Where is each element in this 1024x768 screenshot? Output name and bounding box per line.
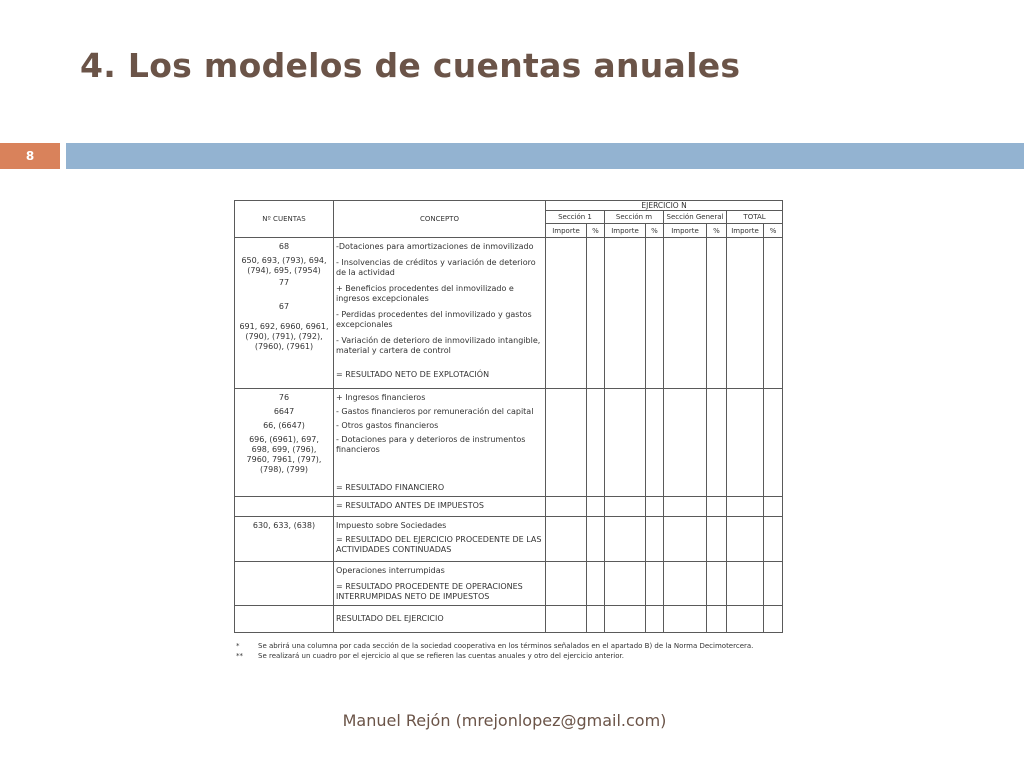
accounts-cell (235, 497, 334, 517)
account-code: 68 (278, 242, 290, 251)
header-percent: % (587, 224, 605, 238)
slide-number: 8 (25, 149, 35, 163)
concepts-cell (334, 606, 546, 633)
concept-line: - Otros gastos financieros (336, 421, 439, 430)
value-cell (587, 517, 605, 562)
table-row-antes-impuestos (235, 497, 783, 517)
concept-line: Impuesto sobre Sociedades (336, 521, 447, 530)
slide-footer: Manuel Rejón (mrejonlopez@gmail.com) (342, 711, 667, 730)
slide-title: 4. Los modelos de cuentas anuales (80, 46, 741, 85)
value-cell (727, 562, 764, 606)
table-row-explotacion (235, 238, 783, 389)
value-cell (727, 238, 764, 389)
concept-line: RESULTADO DEL EJERCICIO (336, 614, 444, 623)
footnote-text: Se abrirá una columna por cada sección de la sociedad cooperativa en los términos señalados en el apartado B) de la Norma Decimotercera. (258, 642, 754, 650)
value-cell (546, 606, 587, 633)
value-cell (707, 517, 727, 562)
concept-line: + Beneficios procedentes del inmovilizado e ingresos excepcionales (336, 284, 514, 303)
header-importe: Importe (546, 224, 587, 238)
value-cell (546, 389, 587, 497)
value-cell (707, 606, 727, 633)
value-cell (605, 389, 646, 497)
value-cell (727, 497, 764, 517)
accounts-cell (235, 606, 334, 633)
value-cell (707, 389, 727, 497)
value-cell (587, 497, 605, 517)
table-row-financiero (235, 389, 783, 497)
account-code: 630, 633, (638) (252, 521, 316, 530)
concept-line: = RESULTADO FINANCIERO (336, 483, 445, 492)
table-row-interrumpidas (235, 562, 783, 606)
concept-line: Operaciones interrumpidas (336, 566, 445, 575)
value-cell (727, 517, 764, 562)
value-cell (727, 389, 764, 497)
account-code: 67 (278, 302, 290, 311)
account-code: 77 (278, 278, 290, 287)
table-footnotes (236, 641, 796, 661)
value-cell (605, 238, 646, 389)
value-cell (707, 562, 727, 606)
accounts-cell (235, 238, 334, 389)
concept-line: - Gastos financieros por remuneración del capital (336, 407, 534, 416)
value-cell (764, 238, 783, 389)
value-cell (664, 238, 707, 389)
footnote-mark: * (236, 642, 240, 650)
concept-line: - Perdidas procedentes del inmovilizado y gastos excepcionales (336, 310, 532, 329)
value-cell (646, 238, 664, 389)
header-percent: % (764, 224, 783, 238)
slide-number-badge (0, 143, 60, 169)
value-cell (764, 606, 783, 633)
concept-line: = RESULTADO PROCEDENTE DE OPERACIONES INTERRUMPIDAS NETO DE IMPUESTOS (336, 582, 523, 601)
table-row-resultado-ejercicio (235, 606, 783, 633)
value-cell (707, 497, 727, 517)
header-importe: Importe (664, 224, 707, 238)
table-row-impuesto (235, 517, 783, 562)
header-section-1: Sección 1 (546, 211, 605, 224)
header-percent: % (707, 224, 727, 238)
header-percent: % (646, 224, 664, 238)
header-importe: Importe (605, 224, 646, 238)
value-cell (587, 606, 605, 633)
value-cell (664, 497, 707, 517)
accounts-cell (235, 562, 334, 606)
footnote (236, 651, 796, 661)
value-cell (546, 517, 587, 562)
header-section-m: Sección m (605, 211, 664, 224)
concept-line: + Ingresos financieros (336, 393, 426, 402)
value-cell (605, 606, 646, 633)
value-cell (664, 389, 707, 497)
value-cell (587, 562, 605, 606)
value-cell (605, 517, 646, 562)
value-cell (587, 238, 605, 389)
concepts-cell (334, 562, 546, 606)
concept-line: -Dotaciones para amortizaciones de inmovilizado (336, 242, 534, 251)
account-code: 691, 692, 6960, 6961, (790), (791), (792), (7960), (7961) (239, 322, 329, 351)
concept-line: = RESULTADO ANTES DE IMPUESTOS (336, 501, 484, 510)
account-code: 696, (6961), 697, 698, 699, (796), 7960, 7961, (797), (798), (799) (246, 435, 322, 474)
account-code: 650, 693, (793), 694, (794), 695, (7954) (241, 256, 327, 275)
value-cell (587, 389, 605, 497)
account-code: 6647 (273, 407, 295, 416)
value-cell (664, 562, 707, 606)
value-cell (764, 562, 783, 606)
concept-line: - Insolvencias de créditos y variación de deterioro de la actividad (336, 258, 536, 277)
account-code: 76 (278, 393, 290, 402)
value-cell (646, 517, 664, 562)
account-code: 66, (6647) (263, 421, 305, 430)
concepts-cell (334, 238, 546, 389)
value-cell (646, 389, 664, 497)
value-cell (605, 562, 646, 606)
concepts-cell (334, 497, 546, 517)
concept-line: - Variación de deterioro de inmovilizado intangible, material y cartera de control (336, 336, 541, 355)
value-cell (764, 517, 783, 562)
footnote (236, 641, 796, 651)
concepts-cell (334, 389, 546, 497)
value-cell (546, 497, 587, 517)
value-cell (664, 606, 707, 633)
header-accounts: Nº CUENTAS (235, 201, 334, 238)
value-cell (664, 517, 707, 562)
header-section-general: Sección General (664, 211, 727, 224)
value-cell (546, 238, 587, 389)
concept-line: - Dotaciones para y deterioros de instrumentos financieros (336, 435, 526, 454)
header-exercise: EJERCICIO N (546, 201, 783, 211)
value-cell (646, 497, 664, 517)
footnote-text: Se realizará un cuadro por el ejercicio al que se refieren las cuentas anuales y otro del ejercicio anterior. (258, 652, 624, 660)
accounts-cell (235, 517, 334, 562)
cuentas-anuales-table (234, 200, 783, 633)
concept-line: = RESULTADO DEL EJERCICIO PROCEDENTE DE LAS ACTIVIDADES CONTINUADAS (336, 535, 542, 554)
footnote-mark: ** (236, 652, 243, 660)
title-divider-bar (66, 143, 1024, 169)
value-cell (707, 238, 727, 389)
value-cell (727, 606, 764, 633)
concepts-cell (334, 517, 546, 562)
header-total: TOTAL (727, 211, 783, 224)
value-cell (764, 389, 783, 497)
accounts-cell (235, 389, 334, 497)
concept-line: = RESULTADO NETO DE EXPLOTACIÓN (336, 370, 490, 379)
value-cell (764, 497, 783, 517)
value-cell (605, 497, 646, 517)
header-importe: Importe (727, 224, 764, 238)
value-cell (646, 562, 664, 606)
header-concept: CONCEPTO (334, 201, 546, 238)
value-cell (546, 562, 587, 606)
value-cell (646, 606, 664, 633)
